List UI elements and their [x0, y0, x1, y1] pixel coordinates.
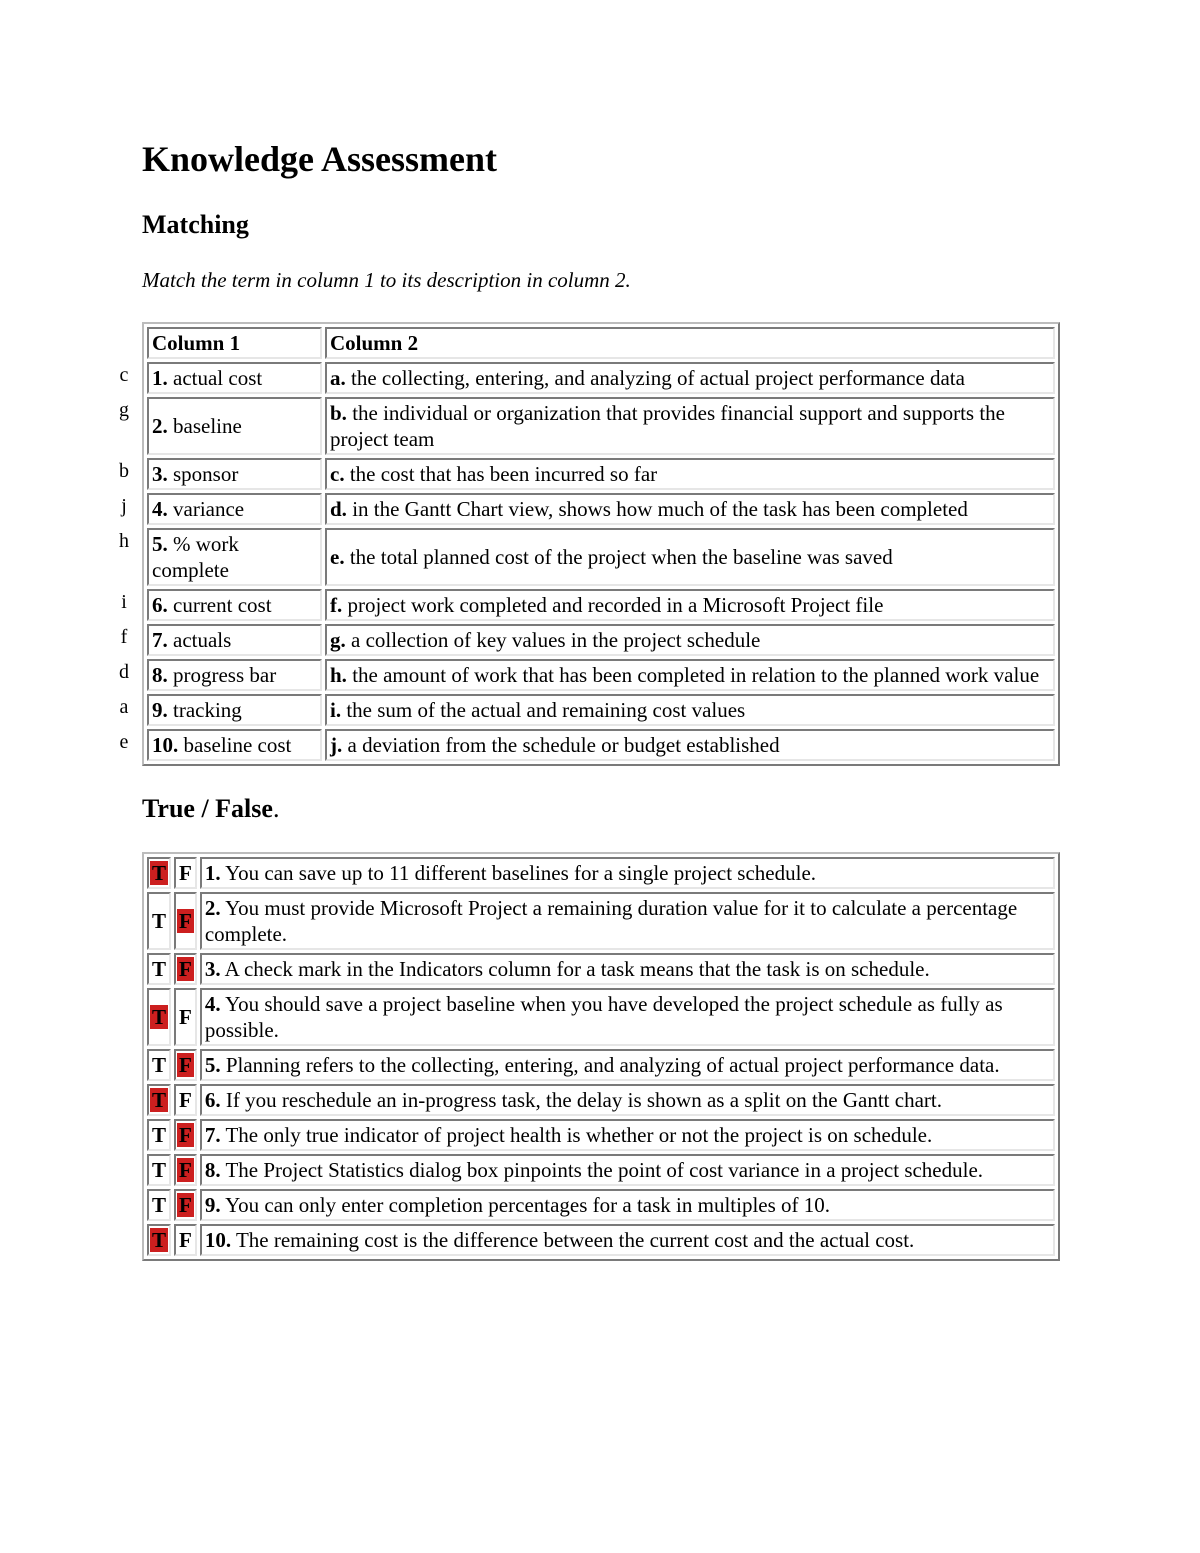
description-cell: i. the sum of the actual and remaining cost values [325, 694, 1055, 726]
term-cell: 1. actual cost [147, 362, 322, 394]
answer-letter: c [119, 364, 129, 386]
description-cell: a. the collecting, entering, and analyzing of actual project performance data [325, 362, 1055, 394]
page-title: Knowledge Assessment [142, 139, 498, 179]
false-option: F [174, 892, 197, 950]
matching-row [147, 458, 1055, 490]
matching-header-row [147, 327, 1055, 359]
true-option: T [147, 1189, 171, 1221]
true-false-row [147, 892, 1055, 950]
true-false-row [147, 1224, 1055, 1256]
true-option: T [147, 1224, 171, 1256]
statement-cell: 8. The Project Statistics dialog box pinpoints the point of cost variance in a project schedule. [200, 1154, 1055, 1186]
false-option: F [174, 988, 197, 1046]
matching-row [147, 729, 1055, 761]
matching-row [147, 589, 1055, 621]
true-false-row [147, 1084, 1055, 1116]
true-false-heading: True / False. [142, 794, 280, 823]
true-false-row [147, 1154, 1055, 1186]
statement-cell: 9. You can only enter completion percentages for a task in multiples of 10. [200, 1189, 1055, 1221]
false-option: F [174, 953, 197, 985]
answer-letter: a [119, 696, 129, 718]
false-option: F [174, 1224, 197, 1256]
matching-row [147, 397, 1055, 455]
true-option: T [147, 1154, 171, 1186]
true-false-row [147, 953, 1055, 985]
false-option: F [174, 1154, 197, 1186]
false-option: F [174, 1084, 197, 1116]
true-option: T [147, 1049, 171, 1081]
answer-letter: e [119, 731, 129, 753]
statement-cell: 1. You can save up to 11 different baselines for a single project schedule. [200, 857, 1055, 889]
true-option: T [147, 1119, 171, 1151]
true-false-row [147, 988, 1055, 1046]
true-option: T [147, 953, 171, 985]
answer-letter: i [121, 591, 127, 613]
term-cell: 3. sponsor [147, 458, 322, 490]
true-option: T [147, 1084, 171, 1116]
matching-row [147, 362, 1055, 394]
statement-cell: 7. The only true indicator of project health is whether or not the project is on schedule. [200, 1119, 1055, 1151]
column-1-header: Column 1 [147, 327, 322, 359]
term-cell: 2. baseline [147, 397, 322, 455]
true-false-row [147, 1119, 1055, 1151]
description-cell: g. a collection of key values in the project schedule [325, 624, 1055, 656]
term-cell: 6. current cost [147, 589, 322, 621]
term-cell: 4. variance [147, 493, 322, 525]
answer-letter: j [121, 495, 127, 517]
true-false-row [147, 1189, 1055, 1221]
statement-cell: 10. The remaining cost is the difference between the current cost and the actual cost. [200, 1224, 1055, 1256]
description-cell: d. in the Gantt Chart view, shows how much of the task has been completed [325, 493, 1055, 525]
term-cell: 8. progress bar [147, 659, 322, 691]
term-cell: 10. baseline cost [147, 729, 322, 761]
statement-cell: 6. If you reschedule an in-progress task, the delay is shown as a split on the Gantt chart. [200, 1084, 1055, 1116]
term-cell: 7. actuals [147, 624, 322, 656]
true-false-row [147, 857, 1055, 889]
term-cell: 9. tracking [147, 694, 322, 726]
matching-row [147, 528, 1055, 586]
term-cell: 5. % work complete [147, 528, 322, 586]
true-option: T [147, 988, 171, 1046]
statement-cell: 2. You must provide Microsoft Project a remaining duration value for it to calculate a percentage complete. [200, 892, 1055, 950]
description-cell: e. the total planned cost of the project when the baseline was saved [325, 528, 1055, 586]
matching-table [142, 322, 1060, 766]
description-cell: j. a deviation from the schedule or budget established [325, 729, 1055, 761]
statement-cell: 5. Planning refers to the collecting, entering, and analyzing of actual project performance data. [200, 1049, 1055, 1081]
false-option: F [174, 1049, 197, 1081]
false-option: F [174, 1119, 197, 1151]
description-cell: f. project work completed and recorded in a Microsoft Project file [325, 589, 1055, 621]
matching-row [147, 493, 1055, 525]
description-cell: c. the cost that has been incurred so far [325, 458, 1055, 490]
column-2-header: Column 2 [325, 327, 1055, 359]
description-cell: h. the amount of work that has been completed in relation to the planned work value [325, 659, 1055, 691]
answer-letter: b [119, 460, 129, 482]
matching-row [147, 659, 1055, 691]
answer-letter: h [119, 530, 129, 552]
matching-row [147, 624, 1055, 656]
true-option: T [147, 857, 171, 889]
matching-instructions: Match the term in column 1 to its description in column 2. [142, 268, 631, 292]
true-false-table [142, 852, 1060, 1261]
matching-row [147, 694, 1055, 726]
true-false-row [147, 1049, 1055, 1081]
answer-letter: f [120, 626, 128, 648]
true-option: T [147, 892, 171, 950]
statement-cell: 4. You should save a project baseline when you have developed the project schedule as fully as possible. [200, 988, 1055, 1046]
answer-letter: d [119, 661, 129, 683]
false-option: F [174, 1189, 197, 1221]
matching-heading: Matching [142, 210, 249, 239]
false-option: F [174, 857, 197, 889]
statement-cell: 3. A check mark in the Indicators column for a task means that the task is on schedule. [200, 953, 1055, 985]
description-cell: b. the individual or organization that provides financial support and supports the project team [325, 397, 1055, 455]
answer-letter: g [119, 399, 129, 421]
